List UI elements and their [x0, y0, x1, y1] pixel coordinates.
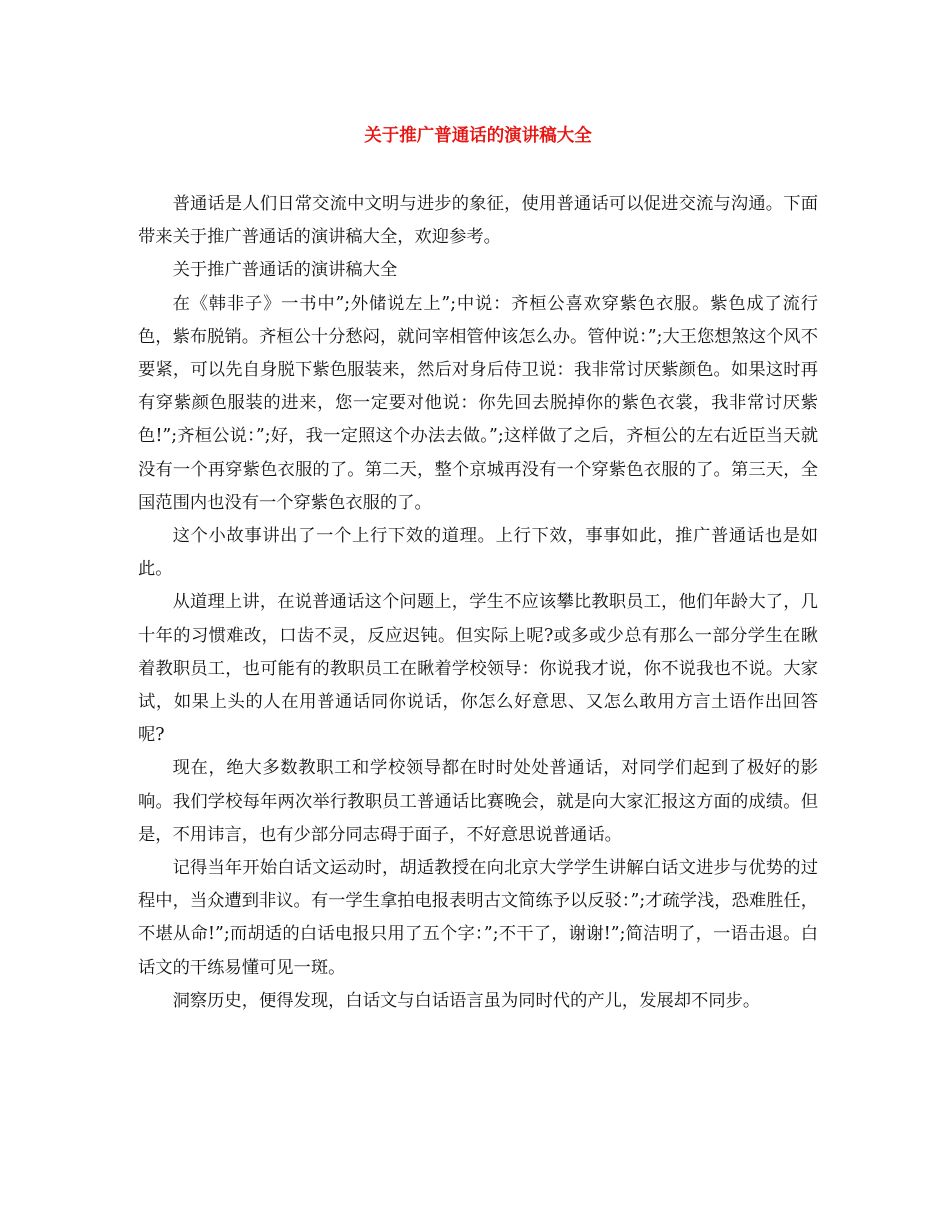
paragraph-current: 现在，绝大多数教职工和学校领导都在时时处处普通话，对同学们起到了极好的影响。我们学校每年两次举行教职员工普通话比赛晚会，就是向大家汇报这方面的成绩。但是，不用讳言，也有少部分同志碍于面子，不好意思说普通话。 [138, 758, 818, 845]
paragraph-story: 在《韩非子》一书中”;外储说左上”;中说：齐桓公喜欢穿紫色衣服。紫色成了流行色，紫布脱销。齐桓公十分愁闷，就问宰相管仲该怎么办。管仲说：”;大王您想煞这个风不要紧，可以先自身脱下紫色服装来，然后对身后侍卫说：我非常讨厌紫颜色。如果这时再有穿紫颜色服装的进来，您一定要对他说：你先回去脱掉你的紫色衣裳，我非常讨厌紫色!”;齐桓公说：”;好，我一定照这个办法去做。”;这样做了之后，齐桓公的左右近臣当天就没有一个再穿紫色衣服的了。第二天，整个京城再没有一个穿紫色衣服的了。第三天，全国范围内也没有一个穿紫色衣服的了。 [138, 293, 818, 513]
paragraph-insight: 洞察历史，便得发现，白话文与白话语言虽为同时代的产儿，发展却不同步。 [172, 990, 761, 1011]
paragraph-intro: 普通话是人们日常交流中文明与进步的象征，使用普通话可以促进交流与沟通。下面带来关于推广普通话的演讲稿大全，欢迎参考。 [138, 194, 818, 248]
document-body [138, 188, 818, 1018]
paragraph-reasoning: 从道理上讲，在说普通话这个问题上，学生不应该攀比教职员工，他们年龄大了，几十年的习惯难改，口齿不灵，反应迟钝。但实际上呢?或多或少总有那么一部分学生在瞅着教职员工，也可能有的教职员工在瞅着学校领导：你说我才说，你不说我也不说。大家试，如果上头的人在用普通话同你说话，你怎么好意思、又怎么敢用方言土语作出回答呢? [138, 592, 818, 746]
document-page [138, 0, 818, 1230]
paragraph-history: 记得当年开始白话文运动时，胡适教授在向北京大学学生讲解白话文进步与优势的过程中，当众遭到非议。有一学生拿拍电报表明古文简练予以反驳：”;才疏学浅，恐难胜任，不堪从命!”;而胡适的白话电报只用了五个字：”;不干了，谢谢!”;简洁明了，一语击退。白话文的干练易懂可见一斑。 [138, 858, 818, 978]
paragraph-subheading: 关于推广普通话的演讲稿大全 [172, 260, 398, 281]
document-title: 关于推广普通话的演讲稿大全 [364, 126, 592, 146]
paragraph-moral: 这个小故事讲出了一个上行下效的道理。上行下效，事事如此，推广普通话也是如此。 [138, 526, 818, 580]
